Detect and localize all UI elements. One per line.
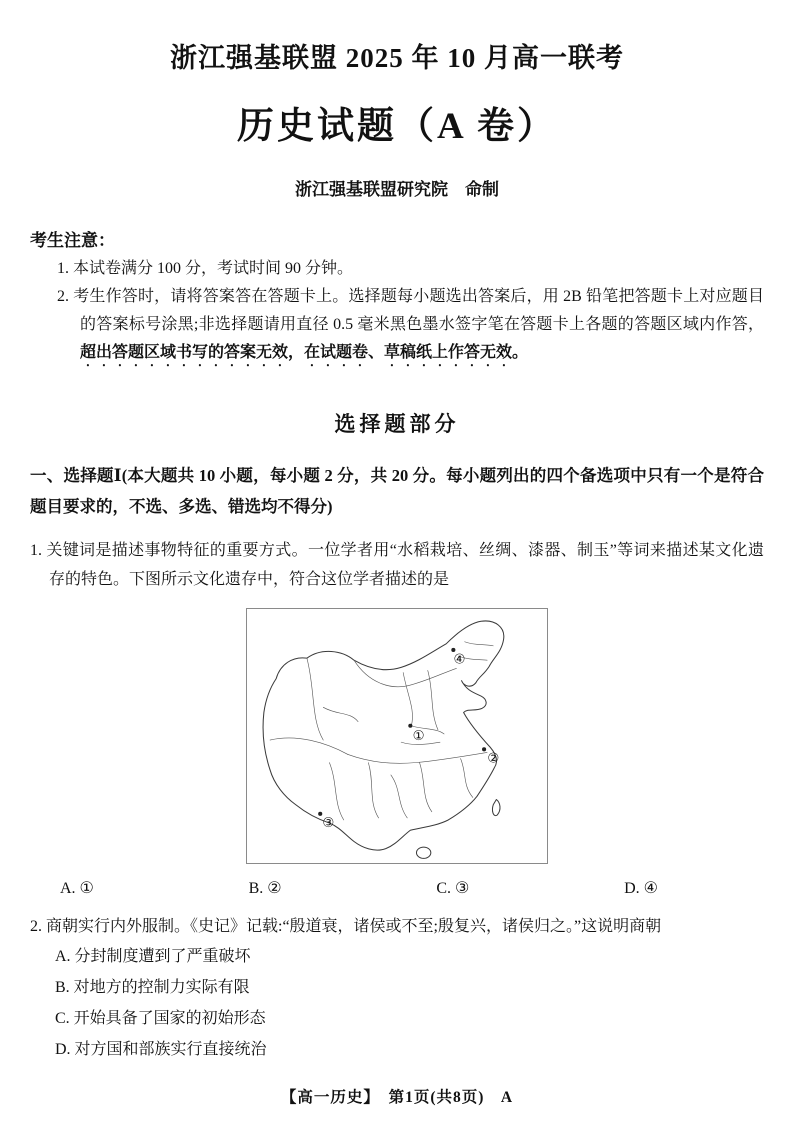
- notice-item-1: 1. 本试卷满分 100 分，考试时间 90 分钟。: [57, 260, 354, 277]
- q1-option-d: D. ④: [624, 880, 658, 897]
- page-footer: 【高一历史】 第1页(共8页) A: [280, 1089, 514, 1106]
- province-line: [420, 763, 432, 812]
- notice-list: [57, 255, 764, 370]
- map-marker-1: ①: [412, 729, 425, 745]
- province-line: [465, 642, 494, 646]
- exam-title: 浙江强基联盟 2025 年 10 月高一联考: [170, 43, 624, 73]
- question-2-options: [30, 941, 764, 1065]
- map-marker-3: ③: [322, 816, 335, 832]
- question-1: 1. 关键词是描述事物特征的重要方式。一位学者用“水稻栽培、丝绸、漆器、制玉”等词来描述某文化遗存的特色。下图所示文化遗存中，符合这位学者描述的是: [30, 542, 764, 588]
- question-2: 2. 商朝实行内外服制。《史记》记载:“殷道衰，诸侯或不至;殷复兴，诸侯归之。”这说明商朝: [30, 918, 662, 935]
- q1-option-c: C. ③: [436, 880, 470, 897]
- province-line: [270, 738, 348, 754]
- hainan-island: [416, 847, 430, 858]
- notice-block: [30, 226, 764, 370]
- question-1-options: [60, 878, 658, 898]
- map-marker-2: ②: [487, 751, 500, 767]
- china-map: [247, 609, 545, 863]
- province-line: [323, 707, 358, 721]
- province-line: [368, 763, 378, 818]
- section-title: 选择题部分: [334, 412, 460, 436]
- notice-item-2-text: 2. 考生作答时，请将答案答在答题卡上。选择题每小题选出答案后，用 2B 铅笔把答题卡上对应题目的答案标号涂黑;非选择题请用直径 0.5 毫米黑色墨水签字笔在答题卡上各题的答题区域内作答，: [57, 288, 764, 333]
- q2-option-a: A. 分封制度遭到了严重破坏: [55, 948, 251, 965]
- notice-item-2-emphasis: 超出答题区域书写的答案无效，在试题卷、草稿纸上作答无效。: [80, 344, 529, 361]
- province-line: [461, 759, 473, 798]
- china-map-figure: [246, 608, 548, 864]
- map-marker-4: ④: [453, 652, 466, 668]
- province-line: [428, 670, 438, 729]
- province-line: [403, 673, 412, 726]
- province-line: [391, 775, 407, 818]
- q2-option-d: D. 对方国和部族实行直接统治: [55, 1041, 267, 1058]
- q1-option-b: B. ②: [248, 880, 282, 897]
- q1-option-a: A. ①: [60, 880, 94, 897]
- notice-heading: 考生注意：: [30, 231, 115, 250]
- section-instructions: 一、选择题Ⅰ(本大题共 10 小题，每小题 2 分，共 20 分。每小题列出的四个备选项中只有一个是符合题目要求的，不选、多选、错选均不得分): [30, 466, 764, 516]
- province-line: [329, 763, 343, 820]
- province-line: [348, 752, 487, 763]
- notice-item-2: [57, 283, 764, 370]
- site-dot-2: [482, 747, 486, 751]
- province-line: [307, 658, 323, 740]
- q2-option-b: B. 对地方的控制力实际有限: [55, 979, 250, 996]
- exam-subtitle: 历史试题（A 卷）: [237, 106, 557, 147]
- taiwan-island: [492, 800, 500, 816]
- site-dot-1: [408, 724, 412, 728]
- exam-author: 浙江强基联盟研究院 命制: [295, 180, 499, 199]
- q2-option-c: C. 开始具备了国家的初始形态: [55, 1010, 266, 1027]
- china-outline: [263, 621, 504, 850]
